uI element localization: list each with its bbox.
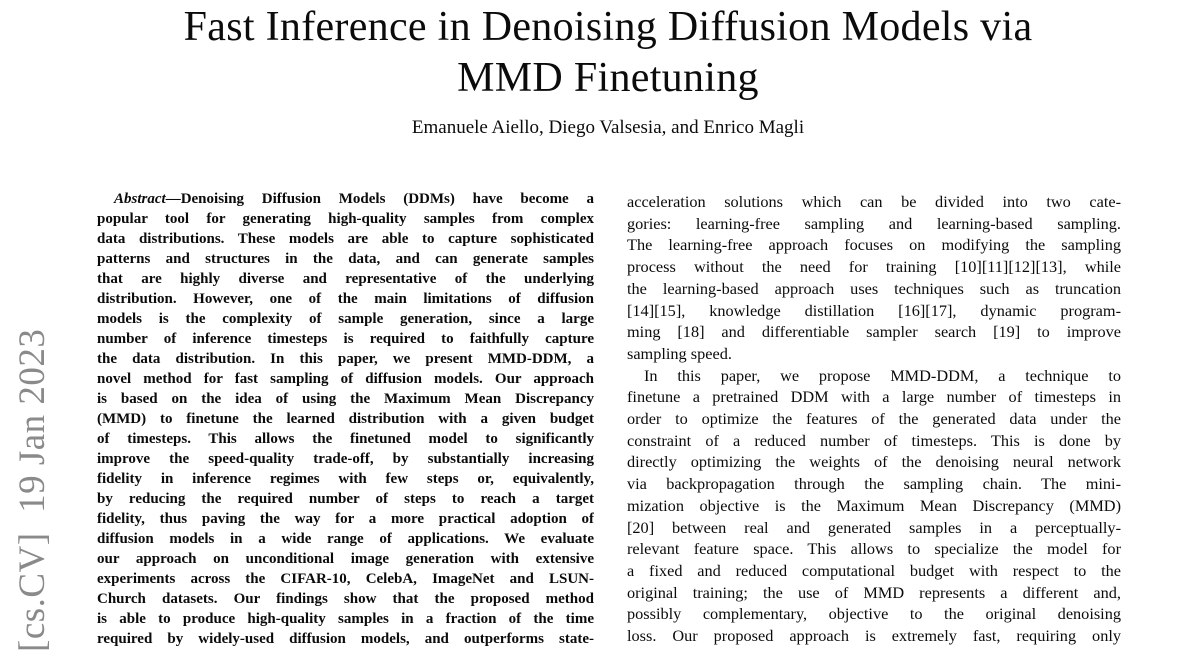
abstract-line: number of inference timesteps is required to faithfully capture — [97, 331, 594, 347]
introduction-column — [627, 191, 1121, 647]
introduction-line: directly optimizing the weights of the denoising neural network — [627, 452, 1121, 472]
introduction-line: The learning-free approach focuses on modifying the sampling — [627, 235, 1121, 255]
abstract-column — [97, 189, 594, 649]
abstract-line: distribution. However, one of the main limitations of diffusion — [97, 291, 594, 307]
abstract-line: models is the complexity of sample generation, since a large — [97, 311, 594, 327]
abstract-line: Church datasets. Our findings show that the proposed method — [97, 591, 594, 607]
abstract-line: (MMD) to finetune the learned distribution with a given budget — [97, 411, 594, 427]
abstract-first-line-rest: —Denoising Diffusion Models (DDMs) have become a — [165, 191, 594, 207]
paper-header — [16, 2, 1200, 139]
introduction-line: constraint of a reduced number of timesteps. This is done by — [627, 430, 1121, 450]
introduction-line: a fixed and reduced computational budget with respect to the — [627, 560, 1121, 580]
abstract-line: fidelity in inference regimes with few steps or, equivalently, — [97, 471, 594, 487]
introduction-line: the learning-based approach uses techniques such as truncation — [627, 278, 1121, 298]
abstract-line: is able to produce high-quality samples in a fraction of the time — [97, 611, 594, 627]
authors-line: Emanuele Aiello, Diego Valsesia, and Enrico Magli — [411, 117, 805, 138]
arxiv-stamp: [cs.CV] 19 Jan 2023 — [12, 328, 53, 652]
abstract-line: data distributions. These models are able to capture sophisticated — [97, 231, 594, 247]
introduction-line: sampling speed. — [627, 343, 732, 363]
paper-title — [16, 2, 1200, 104]
introduction-line: ming [18] and differentiable sampler search [19] to improve — [627, 322, 1121, 342]
introduction-line: possibly complementary, objective to the original denoising — [627, 604, 1121, 624]
introduction-line: mization objective is the Maximum Mean Discrepancy (MMD) — [627, 495, 1121, 515]
abstract-label: Abstract — [114, 191, 166, 207]
abstract-line: our approach on unconditional image generation with extensive — [97, 551, 594, 567]
introduction-line: loss. Our proposed approach is extremely fast, requiring only — [627, 626, 1121, 646]
introduction-line: process without the need for training [10][11][12][13], while — [627, 257, 1121, 277]
title-line-2: MMD Finetuning — [457, 55, 759, 101]
abstract-line: experiments across the CIFAR-10, CelebA, ImageNet and LSUN- — [97, 571, 594, 587]
introduction-line: acceleration solutions which can be divided into two cate- — [627, 192, 1121, 211]
abstract-line: improve the speed-quality trade-off, by substantially increasing — [97, 451, 594, 467]
abstract-line: of timesteps. This allows the finetuned model to significantly — [97, 431, 594, 447]
abstract-line: the data distribution. In this paper, we present MMD-DDM, a — [97, 351, 594, 367]
introduction-line: gories: learning-free sampling and learning-based sampling. — [627, 213, 1121, 233]
introduction-lines — [627, 191, 1121, 647]
abstract-line: diffusion models in a wide range of applications. We evaluate — [97, 531, 594, 547]
introduction-line: finetune a pretrained DDM with a large number of timesteps in — [627, 387, 1121, 407]
abstract-line: required by widely-used diffusion models, and outperforms state- — [97, 631, 594, 647]
introduction-line: [20] between real and generated samples in a perceptually- — [627, 517, 1121, 537]
introduction-line: order to optimize the features of the generated data under the — [627, 409, 1121, 429]
abstract-lines — [97, 209, 594, 649]
introduction-line: via backpropagation through the sampling chain. The mini- — [627, 474, 1121, 494]
abstract-line: patterns and structures in the data, and can generate samples — [97, 251, 594, 267]
introduction-line: [14][15], knowledge distillation [16][17], dynamic program- — [627, 300, 1121, 320]
abstract-line: fidelity, thus paving the way for a more practical adoption of — [97, 511, 594, 527]
introduction-line: relevant feature space. This allows to specialize the model for — [627, 539, 1121, 559]
abstract-first-line — [97, 189, 594, 209]
abstract-line: is based on the idea of using the Maximum Mean Discrepancy — [97, 391, 594, 407]
abstract-line: by reducing the required number of steps to reach a target — [97, 491, 594, 507]
introduction-line: In this paper, we propose MMD-DDM, a technique to — [644, 365, 1121, 385]
title-line-1: Fast Inference in Denoising Diffusion Models via — [183, 4, 1033, 50]
abstract-line: novel method for fast sampling of diffusion models. Our approach — [97, 371, 594, 387]
abstract-line: that are highly diverse and representative of the underlying — [97, 271, 594, 287]
introduction-line: original training; the use of MMD represents a different and, — [627, 582, 1121, 602]
abstract-line: popular tool for generating high-quality samples from complex — [97, 211, 594, 227]
